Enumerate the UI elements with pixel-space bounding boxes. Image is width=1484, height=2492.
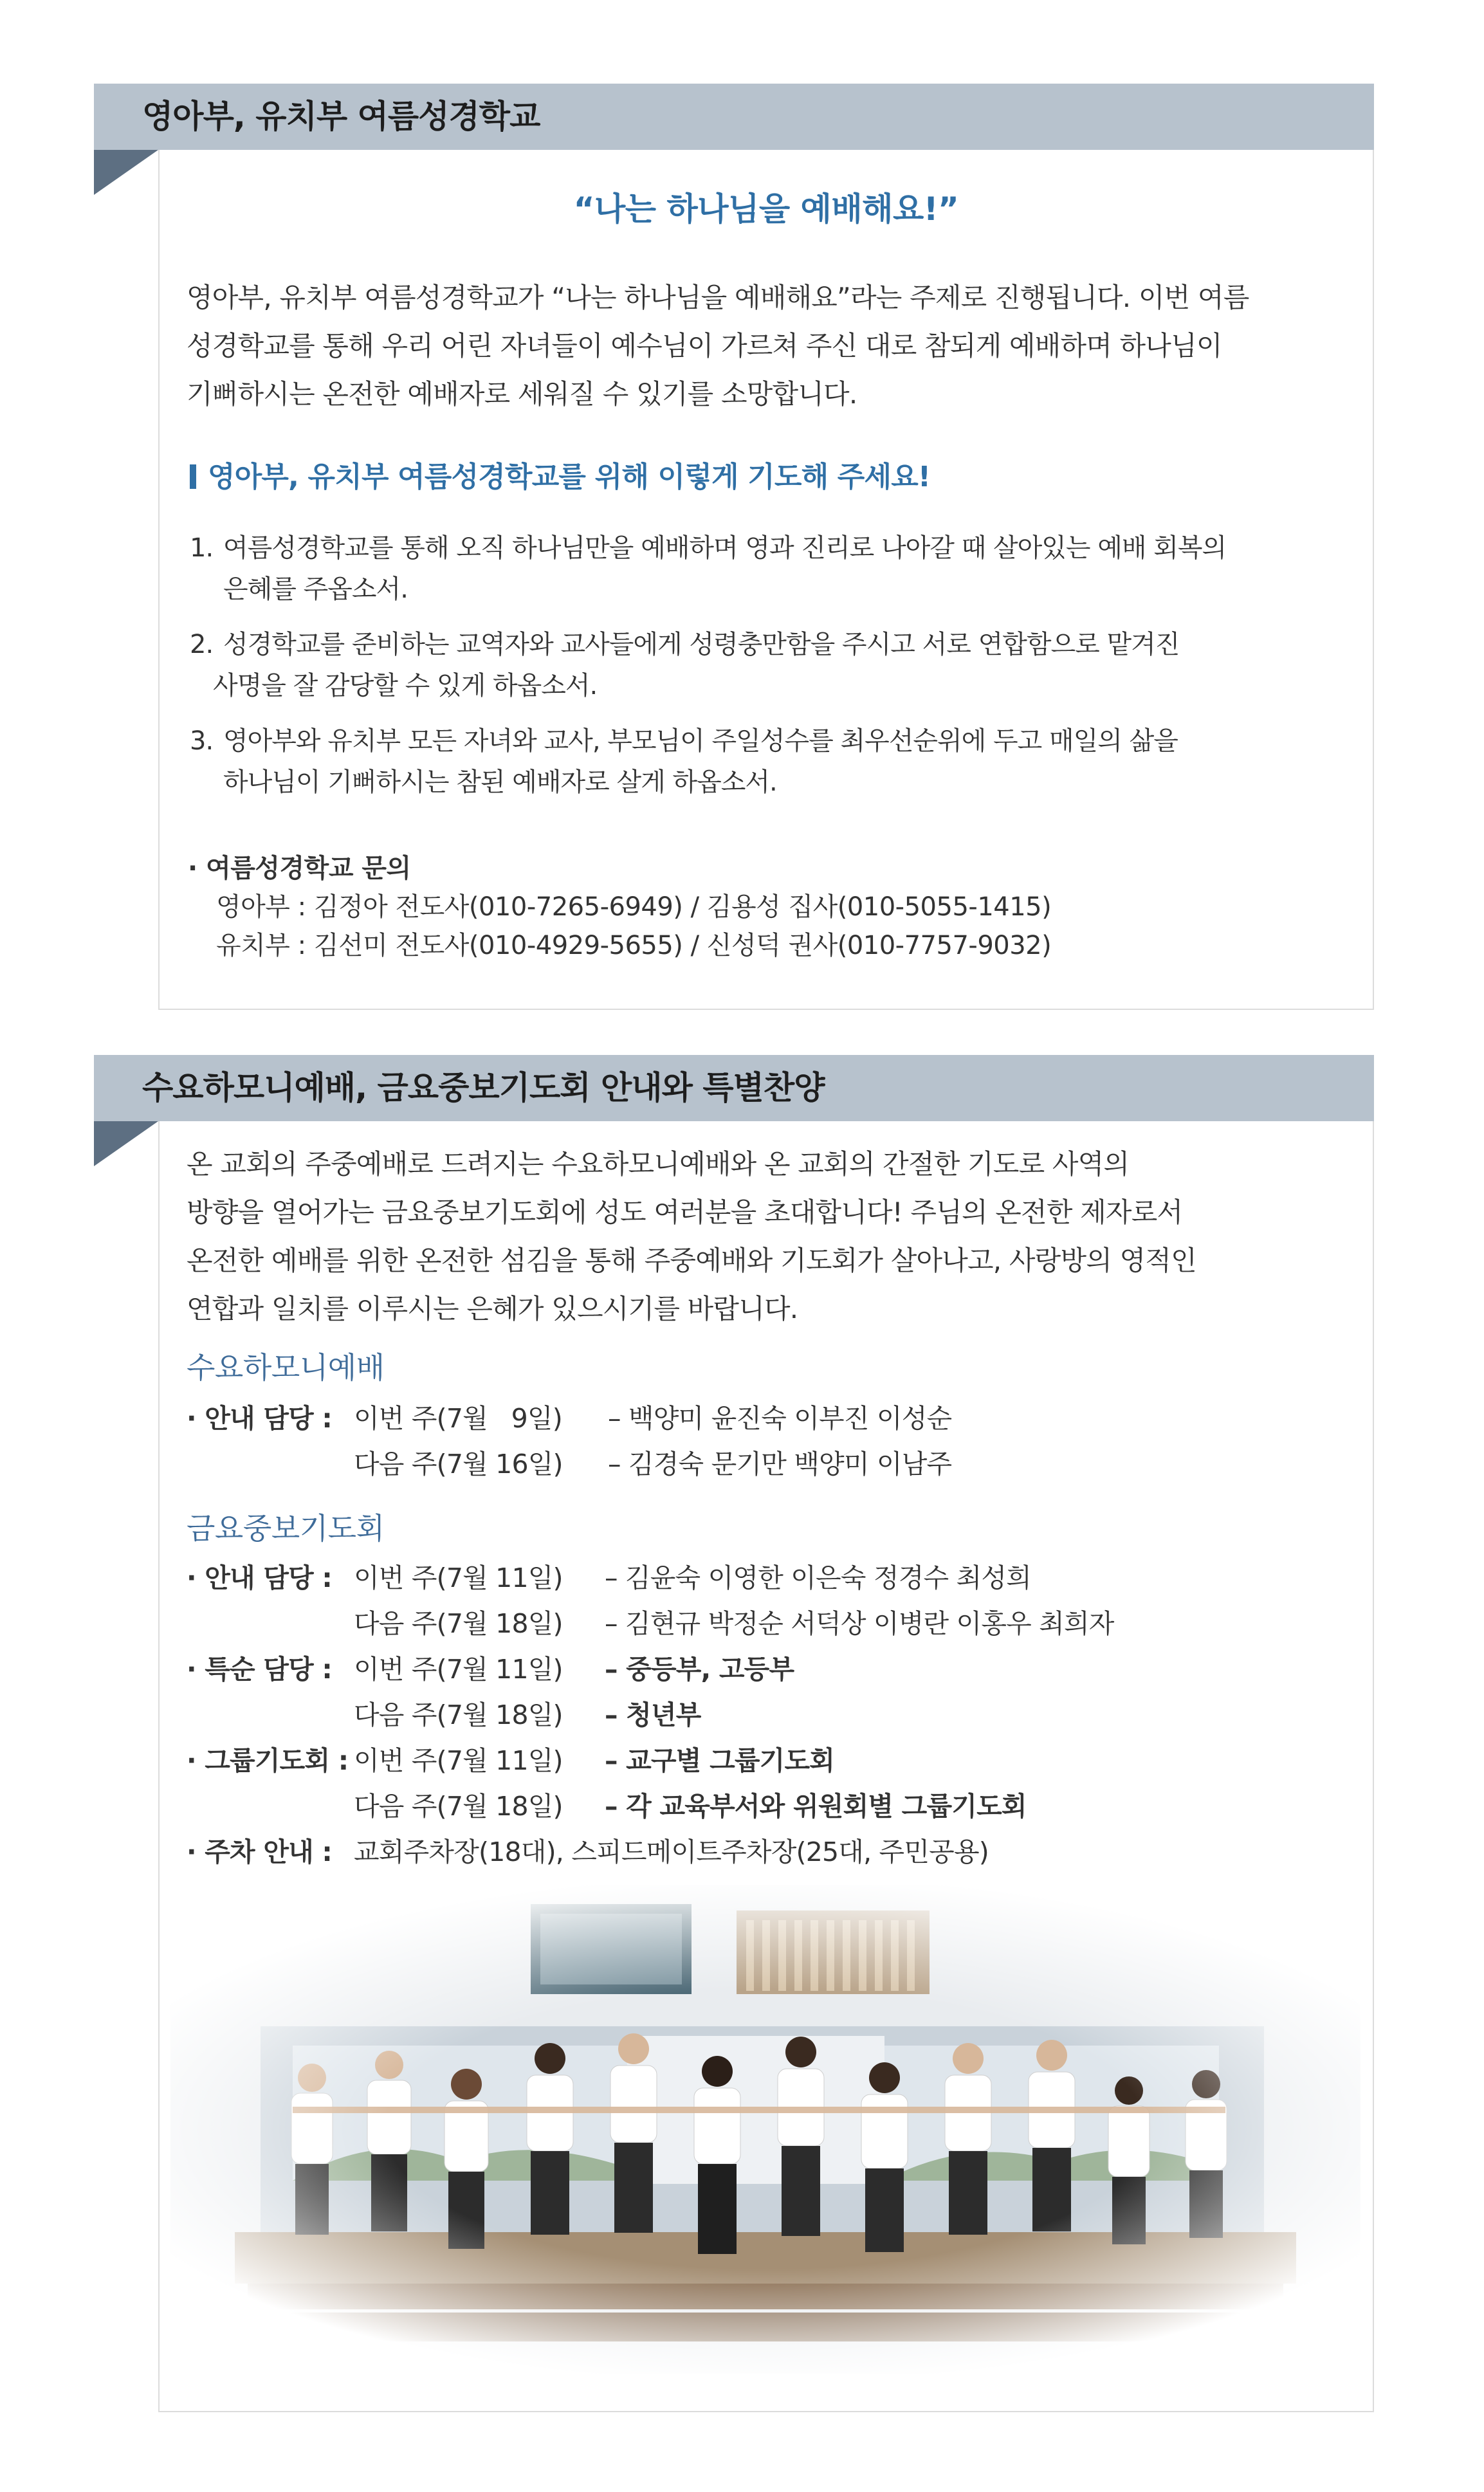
wednesday-subheading: 수요하모니예배	[187, 1350, 385, 1385]
prayer-number: 1.	[190, 533, 214, 563]
prayer-number: 2.	[190, 630, 214, 659]
schedule-row	[187, 1555, 1114, 1601]
parking-text: 교회주차장(18대), 스피드메이트주차장(25대, 주민공용)	[354, 1837, 989, 1867]
header-fold-decoration	[94, 150, 158, 195]
intro-line: 온전한 예배를 위한 온전한 섬김을 통해 주중예배와 기도회가 살아나고, 사랑방의 영적인	[187, 1245, 1196, 1276]
wednesday-schedule	[187, 1396, 951, 1487]
prayer-text-cont: 사명을 잘 감당할 수 있게 하옵소서.	[213, 671, 598, 701]
section-title: 영아부, 유치부 여름성경학교	[142, 98, 540, 135]
schedule-names: – 백양미 윤진숙 이부진 이성순	[608, 1403, 952, 1434]
schedule-row	[187, 1692, 1114, 1738]
schedule-names: – 김현규 박정순 서덕상 이병란 이홍우 최희자	[605, 1608, 1114, 1639]
intro-paragraph	[187, 1140, 1354, 1333]
section-header-band	[94, 1055, 1374, 1121]
section-title: 수요하모니예배, 금요중보기도회 안내와 특별찬양	[142, 1069, 825, 1106]
schedule-date: 다음 주(7월 18일)	[354, 1791, 563, 1822]
prayer-heading	[190, 454, 930, 495]
intro-paragraph	[187, 273, 1354, 418]
schedule-label: · 그룹기도회 :	[187, 1745, 349, 1776]
prayer-text: 영아부와 유치부 모든 자녀와 교사, 부모님이 주일성수를 최우선순위에 두고 매일의 삶을	[223, 726, 1178, 756]
parking-row	[187, 1829, 1114, 1875]
schedule-date: 이번 주(7월 11일)	[354, 1745, 563, 1776]
contact-heading: · 여름성경학교 문의	[188, 854, 411, 883]
friday-subheading: 금요중보기도회	[187, 1511, 385, 1546]
friday-schedule	[187, 1555, 1114, 1875]
schedule-names: – 각 교육부서와 위원회별 그룹기도회	[605, 1791, 1027, 1822]
prayer-text-cont: 은혜를 주옵소서.	[223, 574, 408, 604]
contact-block	[188, 849, 1051, 965]
photo-vignette	[170, 1885, 1360, 2374]
schedule-label: · 특순 담당 :	[187, 1654, 333, 1685]
schedule-row	[187, 1647, 1114, 1692]
parking-label: · 주차 안내 :	[187, 1837, 333, 1867]
schedule-names: – 교구별 그룹기도회	[605, 1745, 835, 1776]
prayer-number: 3.	[190, 726, 214, 756]
schedule-date: 다음 주(7월 18일)	[354, 1700, 563, 1730]
schedule-date: 이번 주(7월 11일)	[354, 1562, 563, 1593]
choir-performance-photo	[170, 1885, 1360, 2374]
intro-line: 방향을 열어가는 금요중보기도회에 성도 여러분을 초대합니다! 주님의 온전한 제자로서	[187, 1196, 1183, 1228]
schedule-label: · 안내 담당 :	[187, 1403, 333, 1434]
schedule-date: 이번 주(7월 9일)	[354, 1403, 562, 1434]
section-header-band	[94, 84, 1374, 150]
schedule-date: 이번 주(7월 11일)	[354, 1654, 563, 1685]
schedule-date: 다음 주(7월 18일)	[354, 1608, 563, 1639]
intro-line: 성경학교를 통해 우리 어린 자녀들이 예수님이 가르쳐 주신 대로 참되게 예배하며 하나님이	[187, 330, 1222, 362]
schedule-row	[187, 1442, 951, 1487]
intro-line: 영아부, 유치부 여름성경학교가 “나는 하나님을 예배해요”라는 주제로 진행됩니다. 이번 여름	[187, 282, 1249, 313]
prayer-text: 성경학교를 준비하는 교역자와 교사들에게 성령충만함을 주시고 서로 연합함으로 맡겨진	[223, 630, 1180, 659]
contact-line: 영아부 : 김정아 전도사(010-7265-6949) / 김용성 집사(010-5055-1415)	[216, 892, 1052, 922]
intro-line: 온 교회의 주중예배로 드려지는 수요하모니예배와 온 교회의 간절한 기도로 사역의	[187, 1148, 1130, 1180]
intro-line: 연합과 일치를 이루시는 은혜가 있으시기를 바랍니다.	[187, 1293, 798, 1324]
schedule-names: – 청년부	[605, 1700, 701, 1730]
prayer-item	[190, 527, 1226, 610]
theme-title: “나는 하나님을 예배해요!”	[573, 190, 959, 228]
schedule-names: – 김윤숙 이영한 이은숙 정경수 최성희	[605, 1562, 1031, 1593]
schedule-names: – 중등부, 고등부	[605, 1654, 794, 1685]
schedule-names: – 김경숙 문기만 백양미 이남주	[608, 1449, 952, 1480]
prayer-item	[190, 624, 1179, 706]
contact-line: 유치부 : 김선미 전도사(010-4929-5655) / 신성덕 권사(010-7757-9032)	[216, 931, 1052, 960]
schedule-label: · 안내 담당 :	[187, 1562, 333, 1593]
prayer-item	[190, 720, 1178, 803]
prayer-text-cont: 하나님이 기뻐하시는 참된 예배자로 살게 하옵소서.	[223, 767, 777, 797]
schedule-date: 다음 주(7월 16일)	[354, 1449, 563, 1480]
heading-bar-marker	[190, 464, 196, 489]
header-fold-decoration	[94, 1121, 158, 1166]
schedule-row	[187, 1601, 1114, 1647]
intro-line: 기뻐하시는 온전한 예배자로 세워질 수 있기를 소망합니다.	[187, 378, 857, 410]
prayer-heading-text: 영아부, 유치부 여름성경학교를 위해 이렇게 기도해 주세요!	[208, 461, 931, 493]
schedule-row	[187, 1738, 1114, 1784]
schedule-row	[187, 1784, 1114, 1829]
schedule-row	[187, 1396, 951, 1442]
prayer-text: 여름성경학교를 통해 오직 하나님만을 예배하며 영과 진리로 나아갈 때 살아있는 예배 회복의	[223, 533, 1227, 563]
